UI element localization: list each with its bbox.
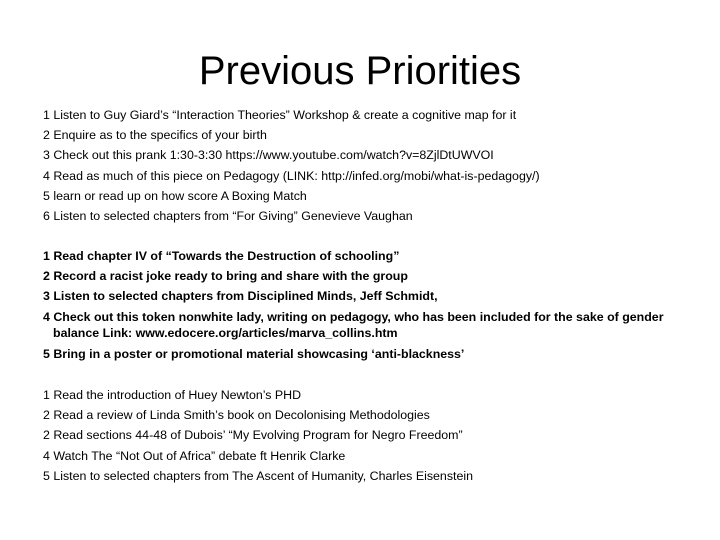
list-item: 2 Read sections 44-48 of Dubois’ “My Evolving Program for Negro Freedom” — [43, 428, 463, 443]
list-item: 1 Listen to Guy Giard’s “Interaction Theories” Workshop & create a cognitive map for it — [43, 108, 517, 122]
list-item: 5 Bring in a poster or promotional material showcasing ‘anti-blackness’ — [43, 346, 465, 361]
list-item: 2 Read a review of Linda Smith’s book on Decolonising Methodologies — [43, 408, 430, 423]
list-item: 1 Read the introduction of Huey Newton’s PHD — [43, 388, 302, 402]
list-item: 2 Enquire as to the specifics of your birth — [43, 128, 267, 143]
list-item: 4 Watch The “Not Out of Africa” debate ft Henrik Clarke — [43, 448, 346, 463]
priority-group-3 — [43, 385, 683, 486]
list-item: 4 Check out this token nonwhite lady, writing on pedagogy, who has been included for the sake of gender balance Link: www.edocere.org/articles/marva_collins.htm — [43, 309, 664, 341]
priority-group-2 — [43, 246, 683, 364]
list-item: 1 Read chapter IV of “Towards the Destruction of schooling” — [43, 249, 400, 263]
list-item: 5 Listen to selected chapters from The Ascent of Humanity, Charles Eisenstein — [43, 468, 473, 483]
list-item: 5 learn or read up on how score A Boxing Match — [43, 188, 307, 203]
list-item: 3 Listen to selected chapters from Disciplined Minds, Jeff Schmidt, — [43, 289, 438, 304]
list-item: 2 Record a racist joke ready to bring and share with the group — [43, 269, 408, 284]
slide-title: Previous Priorities — [198, 49, 522, 93]
list-item: 6 Listen to selected chapters from “For Giving” Genevieve Vaughan — [43, 209, 413, 224]
list-item: 3 Check out this prank 1:30-3:30 https://www.youtube.com/watch?v=8ZjlDtUWVOI — [43, 148, 494, 163]
list-item: 4 Read as much of this piece on Pedagogy (LINK: http://infed.org/mobi/what-is-pedagogy/) — [43, 168, 540, 183]
priority-group-1 — [43, 105, 683, 226]
